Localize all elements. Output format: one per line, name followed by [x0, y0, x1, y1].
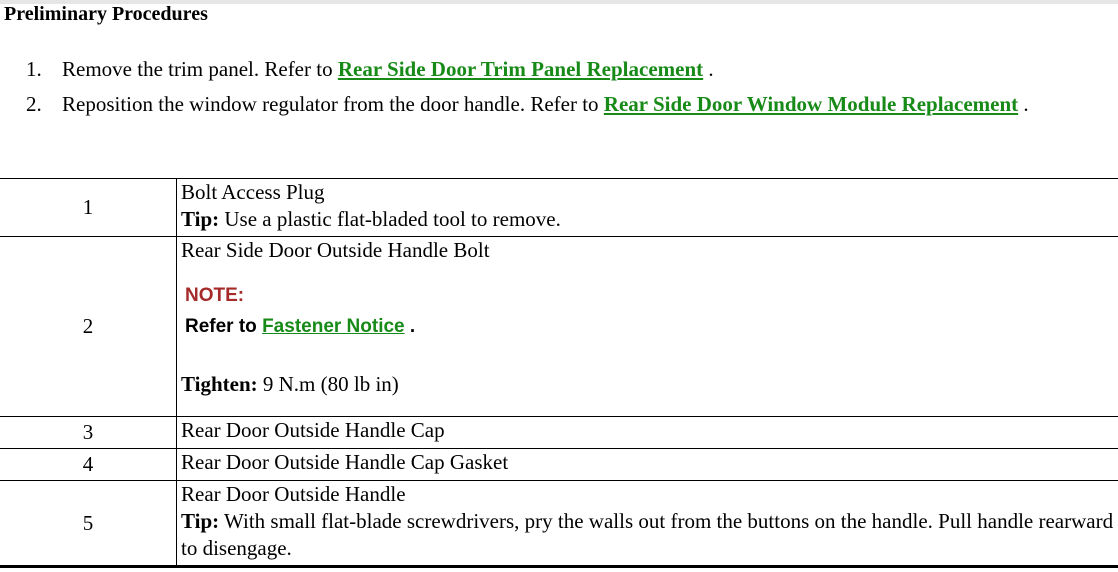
- step-number: 2.: [26, 92, 42, 116]
- callout-number: 4: [0, 449, 177, 481]
- step-text: Reposition the window regulator from the door handle. Refer to: [62, 92, 604, 116]
- step-text: Remove the trim panel. Refer to: [62, 57, 338, 81]
- tip-label: Tip:: [181, 509, 220, 533]
- procedure-steps: [20, 56, 1080, 126]
- trim-panel-replacement-link[interactable]: Rear Side Door Trim Panel Replacement: [337, 57, 704, 81]
- callout-number: 1: [0, 179, 177, 237]
- tighten-line: [181, 371, 1114, 398]
- callout-number: 2: [0, 237, 177, 417]
- callout-description: [177, 237, 1118, 417]
- callout-number: 5: [0, 481, 177, 567]
- part-title: Bolt Access Plug: [181, 180, 325, 204]
- step-text-end: .: [1018, 92, 1029, 116]
- step-item: [20, 91, 1080, 118]
- tip-text: Use a plastic flat-bladed tool to remove.: [219, 207, 561, 231]
- part-title: Rear Side Door Outside Handle Bolt: [181, 238, 490, 262]
- tighten-label: Tighten:: [181, 372, 258, 396]
- table-row: [0, 237, 1118, 417]
- table-row: [0, 449, 1118, 481]
- callout-description: [177, 481, 1118, 567]
- note-prefix: Refer to: [185, 316, 263, 337]
- fastener-notice-link[interactable]: Fastener Notice: [262, 316, 405, 337]
- callout-description: [177, 179, 1118, 237]
- part-title: Rear Door Outside Handle Cap: [181, 418, 445, 442]
- step-text-end: .: [703, 57, 714, 81]
- callout-description: [177, 417, 1118, 449]
- note-after: .: [404, 316, 416, 337]
- table-row: [0, 179, 1118, 237]
- step-item: [20, 56, 1080, 83]
- part-title: Rear Door Outside Handle Cap Gasket: [181, 450, 509, 474]
- tip-text: With small flat-blade screwdrivers, pry the walls out from the buttons on the handle. Pull handle rearward to disengage.: [181, 509, 1114, 560]
- torque-value: 9 N.m (80 lb in): [257, 372, 399, 396]
- section-heading: Preliminary Procedures: [4, 3, 208, 25]
- table-row: [0, 417, 1118, 449]
- table-row: [0, 481, 1118, 567]
- tip-label: Tip:: [181, 207, 220, 231]
- note-block: [185, 284, 1114, 339]
- tip-line: [181, 508, 1114, 562]
- note-body: [185, 315, 1114, 339]
- window-module-replacement-link[interactable]: Rear Side Door Window Module Replacement: [603, 92, 1019, 116]
- callout-description: [177, 449, 1118, 481]
- callout-number: 3: [0, 417, 177, 449]
- part-title: Rear Door Outside Handle: [181, 482, 406, 506]
- step-number: 1.: [26, 57, 42, 81]
- note-title: NOTE:: [185, 285, 245, 306]
- parts-table: [0, 178, 1118, 568]
- tip-line: [181, 206, 1114, 233]
